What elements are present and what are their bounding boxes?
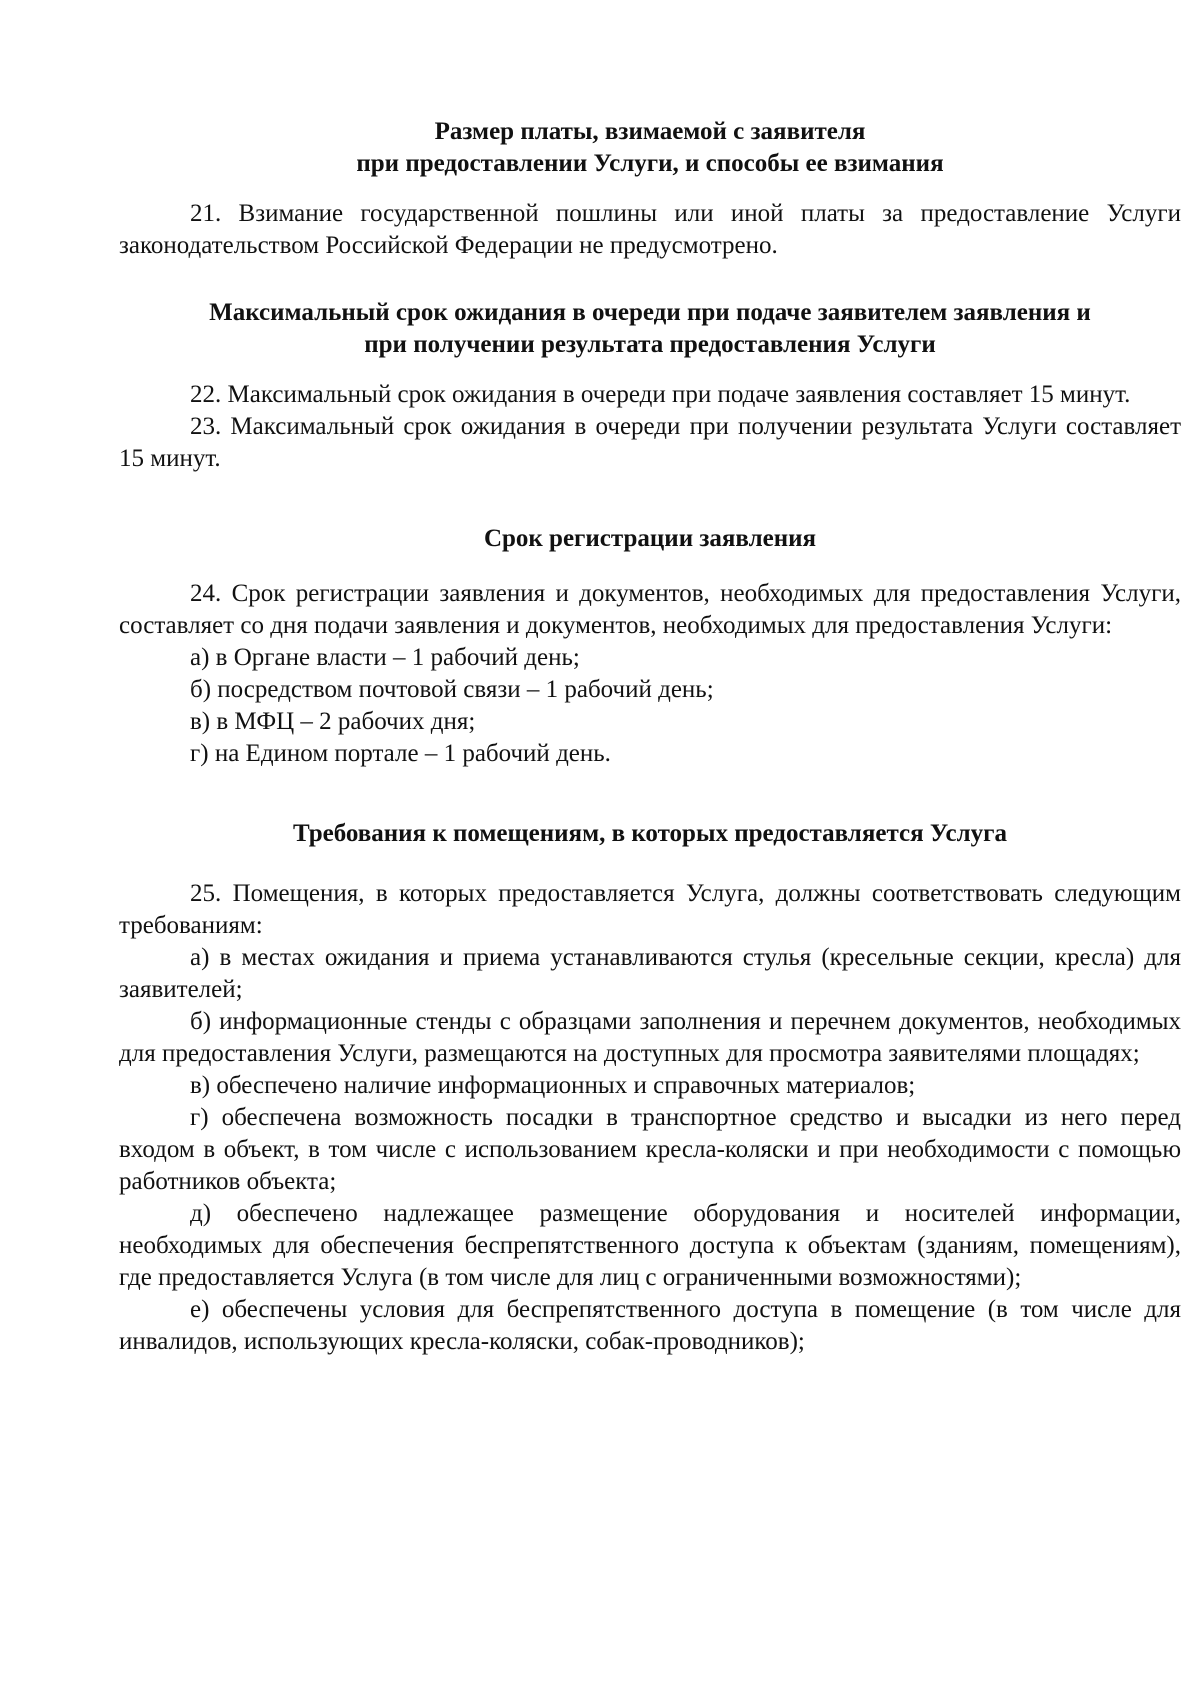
paragraph-23: 23. Максимальный срок ожидания в очереди при получении результата Услуги составляет 15 минут. <box>119 413 1181 472</box>
list-item: б) посредством почтовой связи – 1 рабочий день; <box>190 676 714 703</box>
paragraph-24: 24. Срок регистрации заявления и документов, необходимых для предоставления Услуги, составляет со дня подачи заявления и документов, необходимых для предоставления Услуги: <box>119 580 1181 639</box>
paragraph-21: 21. Взимание государственной пошлины или иной платы за предоставление Услуги законодательством Российской Федерации не предусмотрено. <box>119 200 1181 259</box>
paragraph-25d: г) обеспечена возможность посадки в транспортное средство и высадки из него перед входом в объект, в том числе с использованием кресла-коляски и при необходимости с помощью работников объекта; <box>119 1104 1181 1195</box>
section-registration-term <box>119 523 1181 770</box>
section-fee <box>119 116 1181 262</box>
section-heading-line: при получении результата предоставления Услуги <box>364 331 936 358</box>
section-heading-line: Максимальный срок ожидания в очереди при подаче заявителем заявления и <box>209 299 1091 326</box>
list-item: а) в Органе власти – 1 рабочий день; <box>190 644 580 671</box>
paragraph-22: 22. Максимальный срок ожидания в очереди при подаче заявления составляет 15 минут. <box>190 381 1131 408</box>
section-premises-requirements <box>119 818 1181 1358</box>
document-body <box>119 116 1181 1358</box>
paragraph-25: 25. Помещения, в которых предоставляется Услуга, должны соответствовать следующим требованиям: <box>119 880 1181 939</box>
paragraph-25f: е) обеспечены условия для беспрепятственного доступа в помещение (в том числе для инвалидов, использующих кресла-коляски, собак-проводников); <box>119 1296 1181 1355</box>
section-heading-line: Требования к помещениям, в которых предоставляется Услуга <box>292 820 1008 847</box>
paragraph-25a: а) в местах ожидания и приема устанавливаются стулья (кресельные секции, кресла) для заявителей; <box>119 944 1181 1003</box>
paragraph-25b: б) информационные стенды с образцами заполнения и перечнем документов, необходимых для предоставления Услуги, размещаются на доступных для просмотра заявителями площадях; <box>119 1008 1181 1067</box>
section-heading-line: Срок регистрации заявления <box>483 525 817 552</box>
section-queue-time <box>119 297 1181 475</box>
section-heading-line: при предоставлении Услуги, и способы ее взимания <box>356 150 944 177</box>
list-item: г) на Едином портале – 1 рабочий день. <box>190 740 611 767</box>
list-item: в) в МФЦ – 2 рабочих дня; <box>190 708 476 735</box>
paragraph-25c: в) обеспечено наличие информационных и справочных материалов; <box>190 1072 916 1099</box>
section-heading-line: Размер платы, взимаемой с заявителя <box>434 118 866 145</box>
paragraph-25e: д) обеспечено надлежащее размещение оборудования и носителей информации, необходимых для обеспечения беспрепятственного доступа к объектам (зданиям, помещениям), где предоставляется Услуга (в том числе для лиц с ограниченными возможностями); <box>119 1200 1181 1291</box>
